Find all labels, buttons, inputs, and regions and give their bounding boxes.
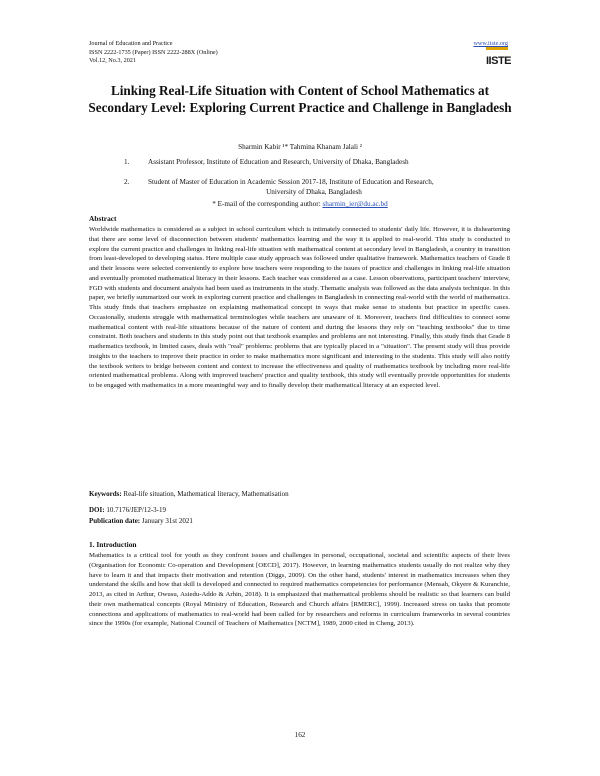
affiliation-text: Assistant Professor, Institute of Education and Research, University of Dhaka, Bangladesh [148, 158, 409, 166]
publication-date-value: January 31st 2021 [141, 517, 193, 525]
paper-title: Linking Real-Life Situation with Content of School Mathematics at Secondary Level: Exploring Current Practice and Challenge in Bangladesh [88, 83, 512, 115]
journal-header-right [473, 40, 512, 69]
author-list: Sharmin Kabir ¹* Tahmina Khanam Jalali ² [238, 143, 362, 151]
abstract-text: Worldwide mathematics is considered as a subject in school curriculum which is intimately connected to students' daily life. However, it is disheartening that there are some level of disconnection between students' mathematics learning and the way it is applied to real-world. This study is conducted to explore the current practice and challenges in linking real-life situation with mathematical content at secondary level in Bangladesh, a country in transition from least-developed to developing status. Here multiple case study approach was followed under qualitative framework. Mathematics teachers of Grade 8 and their lessons were selected conveniently to explore how teachers were responding to the issues of practice and challenges in linking real-life situation and eventually promoted mathematical literacy in their lessons. Each teacher was considered as a case. Lesson observations, participant teachers' interview, FGD with students and document analysis had been used as instruments in the study. Thematic analysis was followed as the data analysis technique. In this paper, we briefly summarized our work in exploring current practice and challenges in Bangladesh in connecting real-world with the world of mathematics. This study finds that teachers emphasize on explaining mathematical concept in ways that make sense to students but practice in specific cases. Occasionally, students struggle with mathematical terminologies while teachers are unaware of it. Moreover, teachers find difficulties to connect some mathematical content with real-life situations because of the nature of content and during the lessons they rely on "teaching textbooks" due to time constraint. Both teachers and students in this study point out that textbook examples and problems are not interesting. Finally, this study finds that Grade 8 mathematics textbook, in limited cases, deals with "real" problems: problems that are typically placed in a "situation". The present study will thus provide insights to the teachers to improve their practice in order to make mathematics more significant and interesting to the students. This study will also notify the textbook writers to bridge between content and context to increase the effectiveness and quality of mathematics textbook by including more real-life oriented mathematical problems. Along with improved teachers' practice and quality textbook, this study will eventually provide opportunities for students to be engaged with mathematics in a more meaningful way and to finally develop their mathematical literacy at an expected level. [89, 226, 510, 389]
publication-date-line [89, 516, 193, 526]
journal-issn: ISSN 2222-1735 (Paper) ISSN 2222-288X (Online) [89, 48, 218, 56]
journal-header [89, 40, 218, 66]
journal-name: Journal of Education and Practice [89, 40, 173, 47]
logo-accent-bar [486, 47, 508, 50]
affiliation-1 [124, 157, 409, 167]
journal-url-link[interactable]: www.iiste.org [473, 40, 508, 47]
affiliation-number: 1. [124, 158, 130, 166]
keywords-text: Real-life situation, Mathematical literacy, Mathematisation [123, 490, 289, 498]
logo-text: IISTE [486, 55, 512, 67]
introduction-text: Mathematics is a critical tool for youth as they confront issues and challenges in personal, occupational, societal and scientific aspects of their lives (Organisation for Economic Co-operation and Development [OECD], 2017). However, in learning mathematics students usually do not realize why they have to learn it and that impacts their motivation and retention (Diggs, 2009). On the other hand, students' interest in mathematics increases when they understand the skills and how that skill is developed and connected to required mathematics competencies for performance (Mensah, Okyere & Kuranchie, 2013, as cited in Arthur, Owusu, Asiedu-Addo & Arhin, 2018). It is emphasized that mathematical problems should be realistic so that learners can build their own mathematical concepts (Royal Ministry of Education, Research and Church affairs [RMERC], 1999). Increased stress on tasks that promote connections and applications of mathematics to real-world had been called for by researchers and reforms in curriculum frameworks in several countries since the 1990s (for example, National Council of Teachers of Mathematics [NCTM], 1989, 2000 cited in Cheng, 2013). [89, 552, 510, 628]
abstract-heading: Abstract [89, 214, 117, 223]
email-prefix: * E-mail of the corresponding author: [212, 200, 323, 208]
affiliation-2 [124, 177, 524, 197]
doi-value: 10.7176/JEP/12-3-19 [106, 506, 167, 514]
publication-date-label: Publication date: [89, 517, 141, 525]
iiste-logo [486, 51, 512, 67]
affiliation-number: 2. [124, 178, 130, 186]
affiliation-text-line1: Student of Master of Education in Academic Session 2017-18, Institute of Education and Research, [148, 178, 434, 186]
doi-label: DOI: [89, 506, 105, 514]
affiliation-text-line2: University of Dhaka, Bangladesh [266, 188, 362, 196]
page-number: 162 [294, 731, 306, 739]
email-link[interactable]: sharmin_ier@du.ac.bd [322, 200, 388, 208]
keywords-label: Keywords: [89, 490, 122, 498]
introduction-heading: 1. Introduction [89, 540, 137, 549]
journal-volume: Vol.12, No.3, 2021 [89, 57, 136, 65]
doi-line [89, 505, 166, 515]
keywords [89, 490, 289, 498]
corresponding-email [88, 200, 512, 208]
